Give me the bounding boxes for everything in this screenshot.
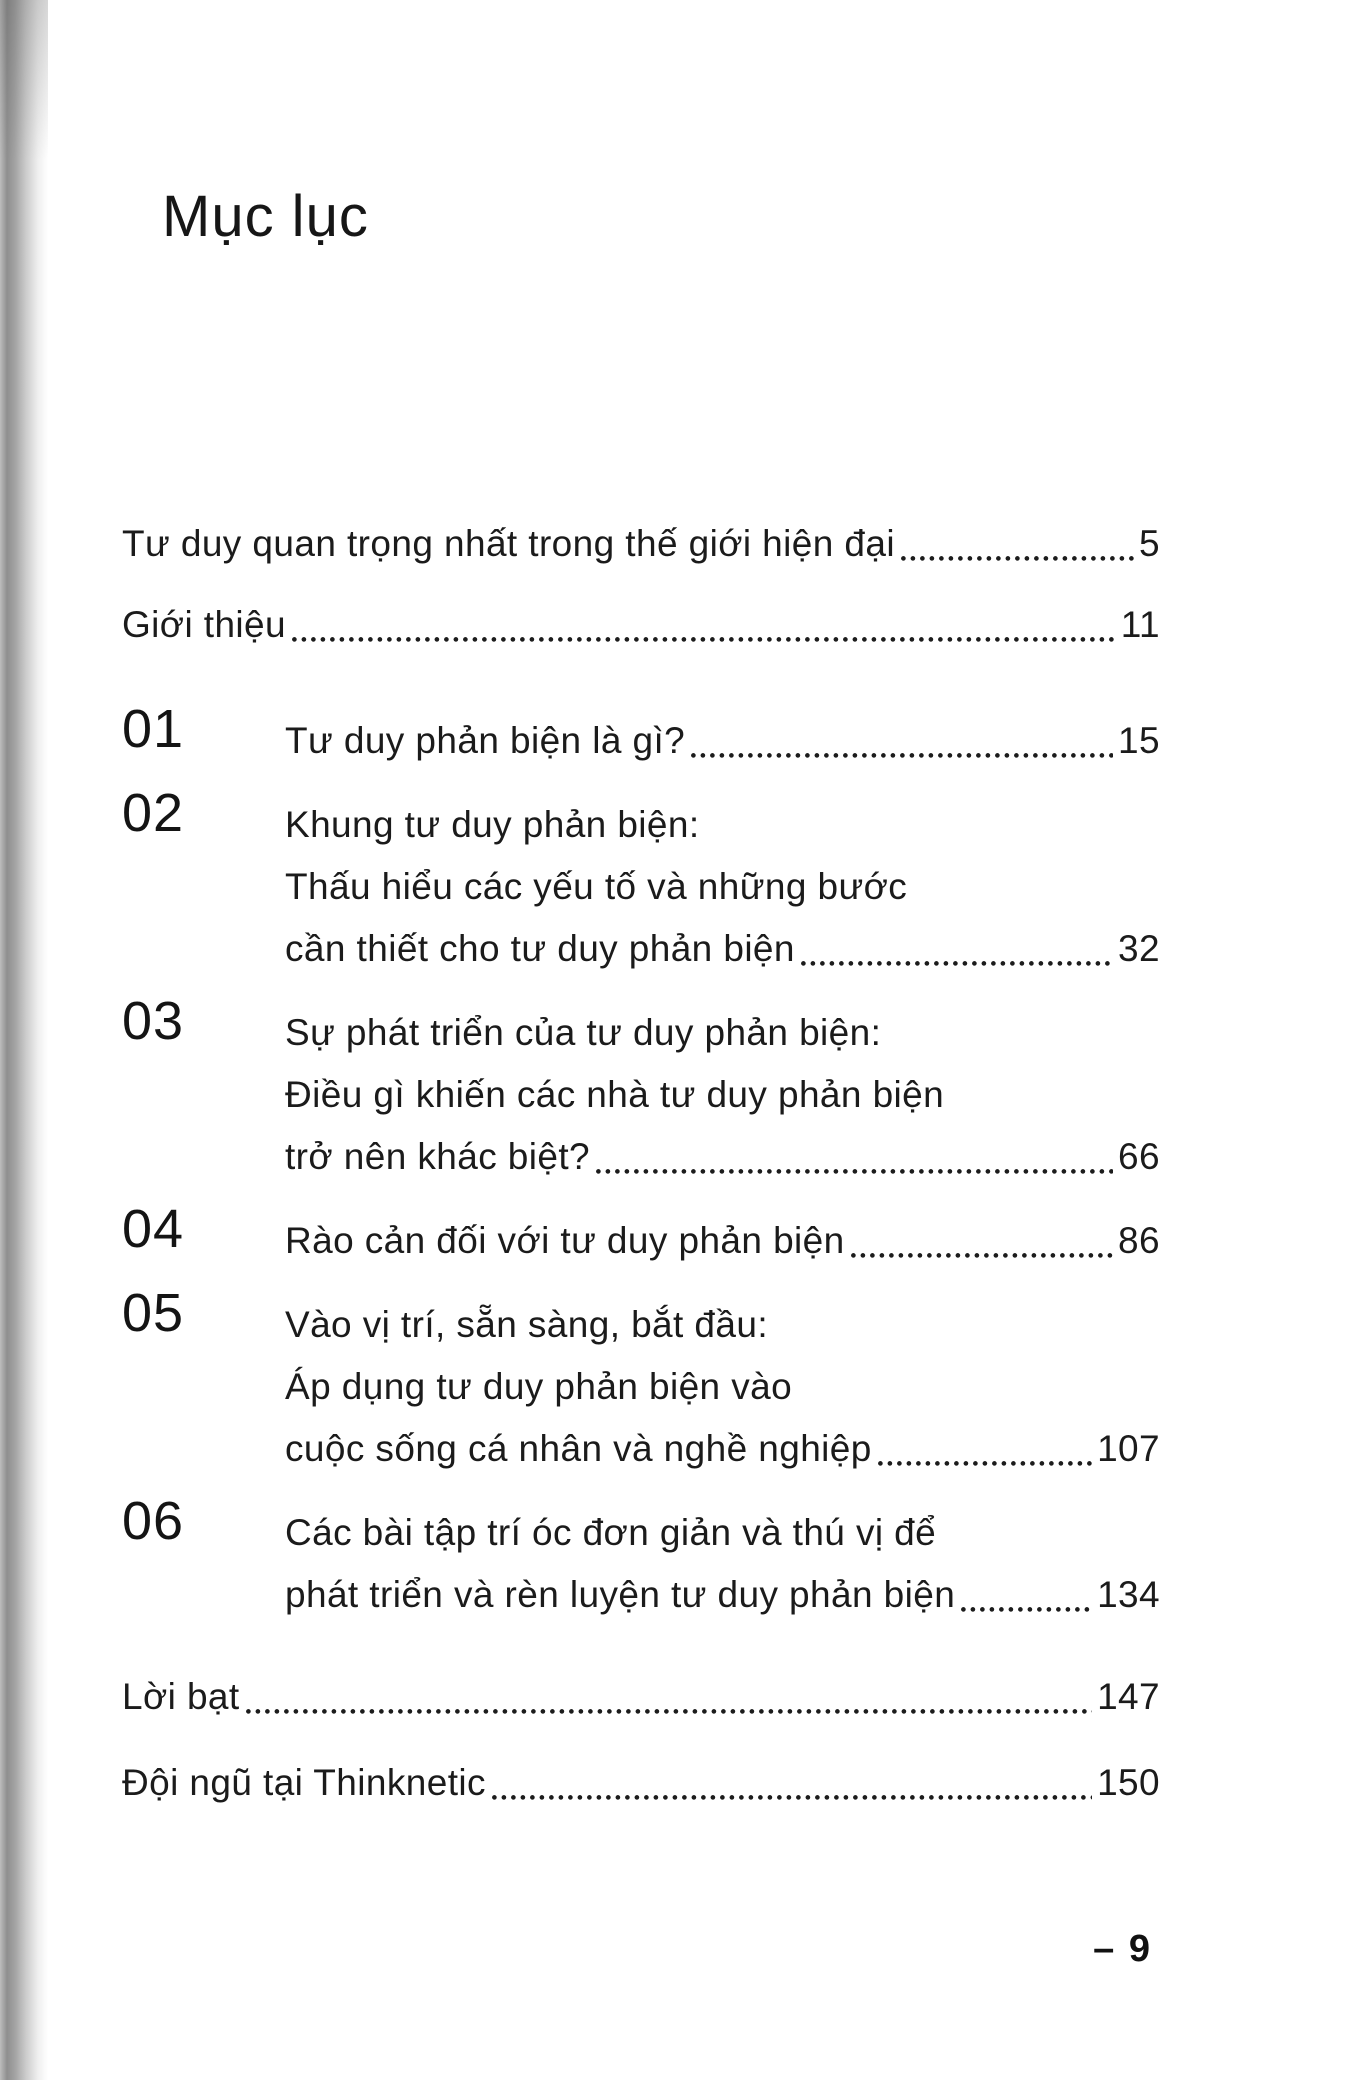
chapter-number: 02 bbox=[122, 783, 185, 843]
chapter-line bbox=[285, 1502, 1160, 1564]
chapter-line bbox=[285, 856, 1160, 918]
chapter-body bbox=[285, 710, 1160, 772]
chapter-page-number: 32 bbox=[1118, 928, 1160, 969]
toc-back-matter bbox=[122, 1666, 1160, 1814]
toc-entry bbox=[122, 1752, 1160, 1814]
dot-leader bbox=[878, 1461, 1092, 1466]
toc-content bbox=[122, 0, 1160, 1814]
chapter-line bbox=[285, 1564, 1160, 1626]
chapter-body bbox=[285, 794, 1160, 980]
chapter-number: 06 bbox=[122, 1491, 185, 1551]
chapter-subtitle-line: Áp dụng tư duy phản biện vào bbox=[285, 1366, 793, 1407]
entry-page-number: 5 bbox=[1139, 523, 1160, 564]
dot-leader bbox=[492, 1795, 1092, 1800]
dot-leader bbox=[801, 961, 1113, 966]
chapter-line bbox=[285, 1210, 1160, 1272]
chapter-line bbox=[285, 1356, 1160, 1418]
book-binding-shadow bbox=[0, 0, 48, 2080]
dot-leader bbox=[851, 1253, 1113, 1258]
toc-front-matter bbox=[122, 513, 1160, 656]
chapter-subtitle-line: Thấu hiểu các yếu tố và những bước bbox=[285, 866, 908, 907]
chapter-line bbox=[285, 794, 1160, 856]
toc-chapter-01 bbox=[122, 699, 1160, 772]
toc-chapter-05 bbox=[122, 1283, 1160, 1480]
chapter-line bbox=[285, 918, 1160, 980]
entry-label: Tư duy quan trọng nhất trong thế giới hiện đại bbox=[122, 523, 895, 564]
chapter-title: Vào vị trí, sẵn sàng, bắt đầu: bbox=[285, 1304, 769, 1345]
chapter-page-number: 15 bbox=[1118, 720, 1160, 761]
page-title: Mục lục bbox=[162, 184, 369, 249]
toc-chapter-03 bbox=[122, 991, 1160, 1188]
toc-entry bbox=[122, 594, 1160, 656]
dot-leader bbox=[961, 1607, 1092, 1612]
chapter-line bbox=[285, 710, 1160, 772]
chapter-subtitle-line: cần thiết cho tư duy phản biện bbox=[285, 928, 795, 969]
entry-page-number: 150 bbox=[1097, 1762, 1160, 1803]
chapter-number: 04 bbox=[122, 1199, 185, 1259]
dot-leader bbox=[596, 1169, 1113, 1174]
chapter-subtitle-line: cuộc sống cá nhân và nghề nghiệp bbox=[285, 1428, 872, 1469]
chapter-body bbox=[285, 1210, 1160, 1272]
dot-leader bbox=[901, 556, 1134, 561]
chapter-subtitle-line: Điều gì khiến các nhà tư duy phản biện bbox=[285, 1074, 945, 1115]
toc-entry bbox=[122, 513, 1160, 575]
toc-chapter-02 bbox=[122, 783, 1160, 980]
chapter-subtitle-line: phát triển và rèn luyện tư duy phản biện bbox=[285, 1574, 956, 1615]
chapter-title: Sự phát triển của tư duy phản biện: bbox=[285, 1012, 882, 1053]
chapter-title: Khung tư duy phản biện: bbox=[285, 804, 700, 845]
chapter-page-number: 66 bbox=[1118, 1136, 1160, 1177]
toc-chapter-04 bbox=[122, 1199, 1160, 1272]
chapter-title: Rào cản đối với tư duy phản biện bbox=[285, 1220, 845, 1261]
entry-page-number: 11 bbox=[1120, 604, 1160, 645]
chapter-number: 01 bbox=[122, 699, 185, 759]
chapter-number: 03 bbox=[122, 991, 185, 1051]
chapter-body bbox=[285, 1502, 1160, 1626]
chapter-page-number: 107 bbox=[1097, 1428, 1160, 1469]
toc-entry bbox=[122, 1666, 1160, 1728]
chapter-page-number: 86 bbox=[1118, 1220, 1160, 1261]
chapter-line bbox=[285, 1002, 1160, 1064]
chapter-line bbox=[285, 1294, 1160, 1356]
chapter-body bbox=[285, 1294, 1160, 1480]
entry-page-number: 147 bbox=[1097, 1676, 1160, 1717]
entry-label: Giới thiệu bbox=[122, 604, 286, 645]
dot-leader bbox=[246, 1709, 1092, 1714]
chapter-line bbox=[285, 1126, 1160, 1188]
chapter-title: Tư duy phản biện là gì? bbox=[285, 720, 686, 761]
entry-label: Đội ngũ tại Thinknetic bbox=[122, 1762, 486, 1803]
entry-label: Lời bạt bbox=[122, 1676, 240, 1717]
dot-leader bbox=[691, 753, 1113, 758]
chapter-body bbox=[285, 1002, 1160, 1188]
chapter-number: 05 bbox=[122, 1283, 185, 1343]
chapter-line bbox=[285, 1418, 1160, 1480]
chapter-page-number: 134 bbox=[1097, 1574, 1160, 1615]
page-footer-number: – 9 bbox=[1093, 1928, 1152, 1970]
chapter-line bbox=[285, 1064, 1160, 1126]
toc-chapter-06 bbox=[122, 1491, 1160, 1626]
dot-leader bbox=[292, 637, 1116, 642]
chapter-title: Các bài tập trí óc đơn giản và thú vị để bbox=[285, 1512, 937, 1553]
toc-chapter-list bbox=[122, 699, 1160, 1626]
chapter-subtitle-line: trở nên khác biệt? bbox=[285, 1136, 591, 1177]
